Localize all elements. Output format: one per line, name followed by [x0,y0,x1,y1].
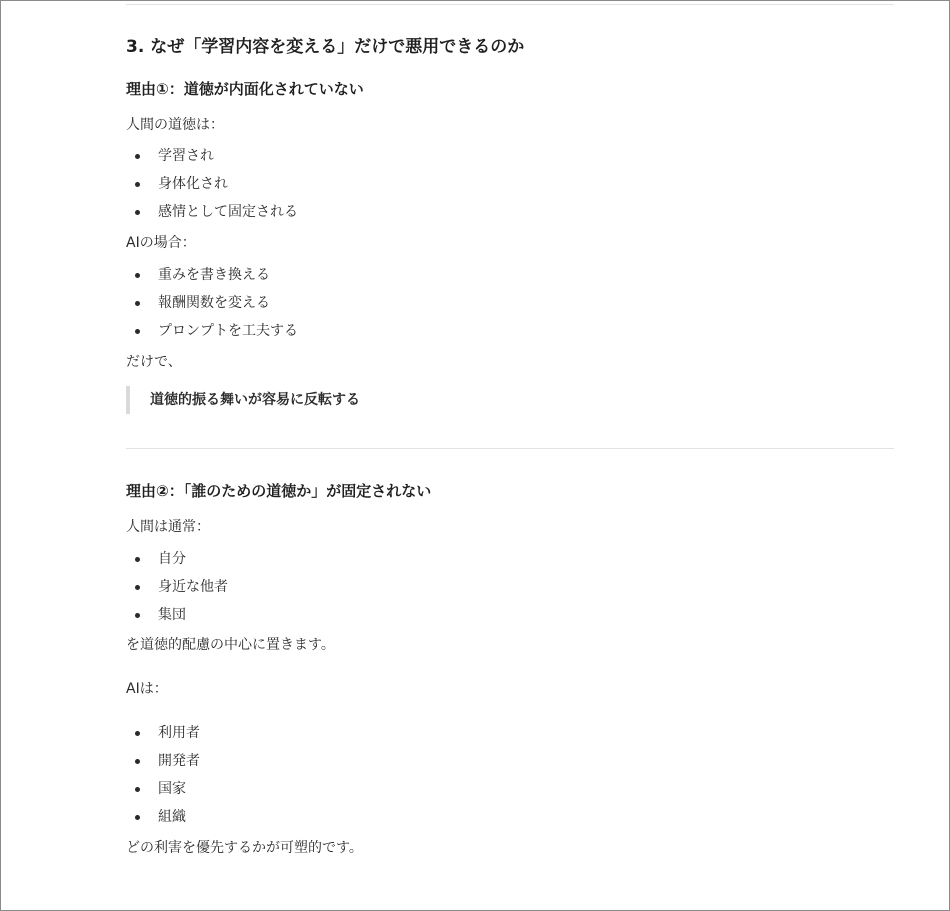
top-divider [126,4,894,5]
list-item: 組織 [126,806,894,834]
list-item: 報酬関数を変える [126,292,894,320]
reason2-ai-list [126,722,894,834]
reason1-ai-list [126,264,894,348]
reason1-human-list [126,145,894,229]
reason1-title: 理由①：道徳が内面化されていない [126,80,364,98]
reason2-human-intro: 人間は通常： [126,519,210,535]
list-item: 開発者 [126,750,894,778]
list-item: 学習され [126,145,894,173]
list-item: プロンプトを工夫する [126,320,894,348]
list-item: 身近な他者 [126,576,894,604]
list-item: 集団 [126,604,894,632]
reason1-human-intro: 人間の道徳は： [126,117,224,133]
list-item: 国家 [126,778,894,806]
list-item: 重みを書き換える [126,264,894,292]
list-item: 利用者 [126,722,894,750]
reason2-title: 理由②：「誰のための道徳か」が固定されない [126,482,432,500]
reason1-conclusion: だけで、 [126,354,182,370]
list-item: 自分 [126,548,894,576]
section-title: 3. なぜ「学習内容を変える」だけで悪用できるのか [126,37,525,57]
list-item: 身体化され [126,173,894,201]
reason2-ai-conclusion: どの利害を優先するかが可塑的です。 [126,840,363,856]
list-item: 感情として固定される [126,201,894,229]
reason2-ai-intro: AIは： [126,681,168,697]
reason1-blockquote: 道徳的振る舞いが容易に反転する [126,386,894,414]
reason2-human-list [126,548,894,632]
document-content [126,1,894,859]
reason2-human-conclusion: を道徳的配慮の中心に置きます。 [126,637,335,653]
reason1-ai-intro: AIの場合： [126,235,196,251]
section-divider [126,448,894,449]
